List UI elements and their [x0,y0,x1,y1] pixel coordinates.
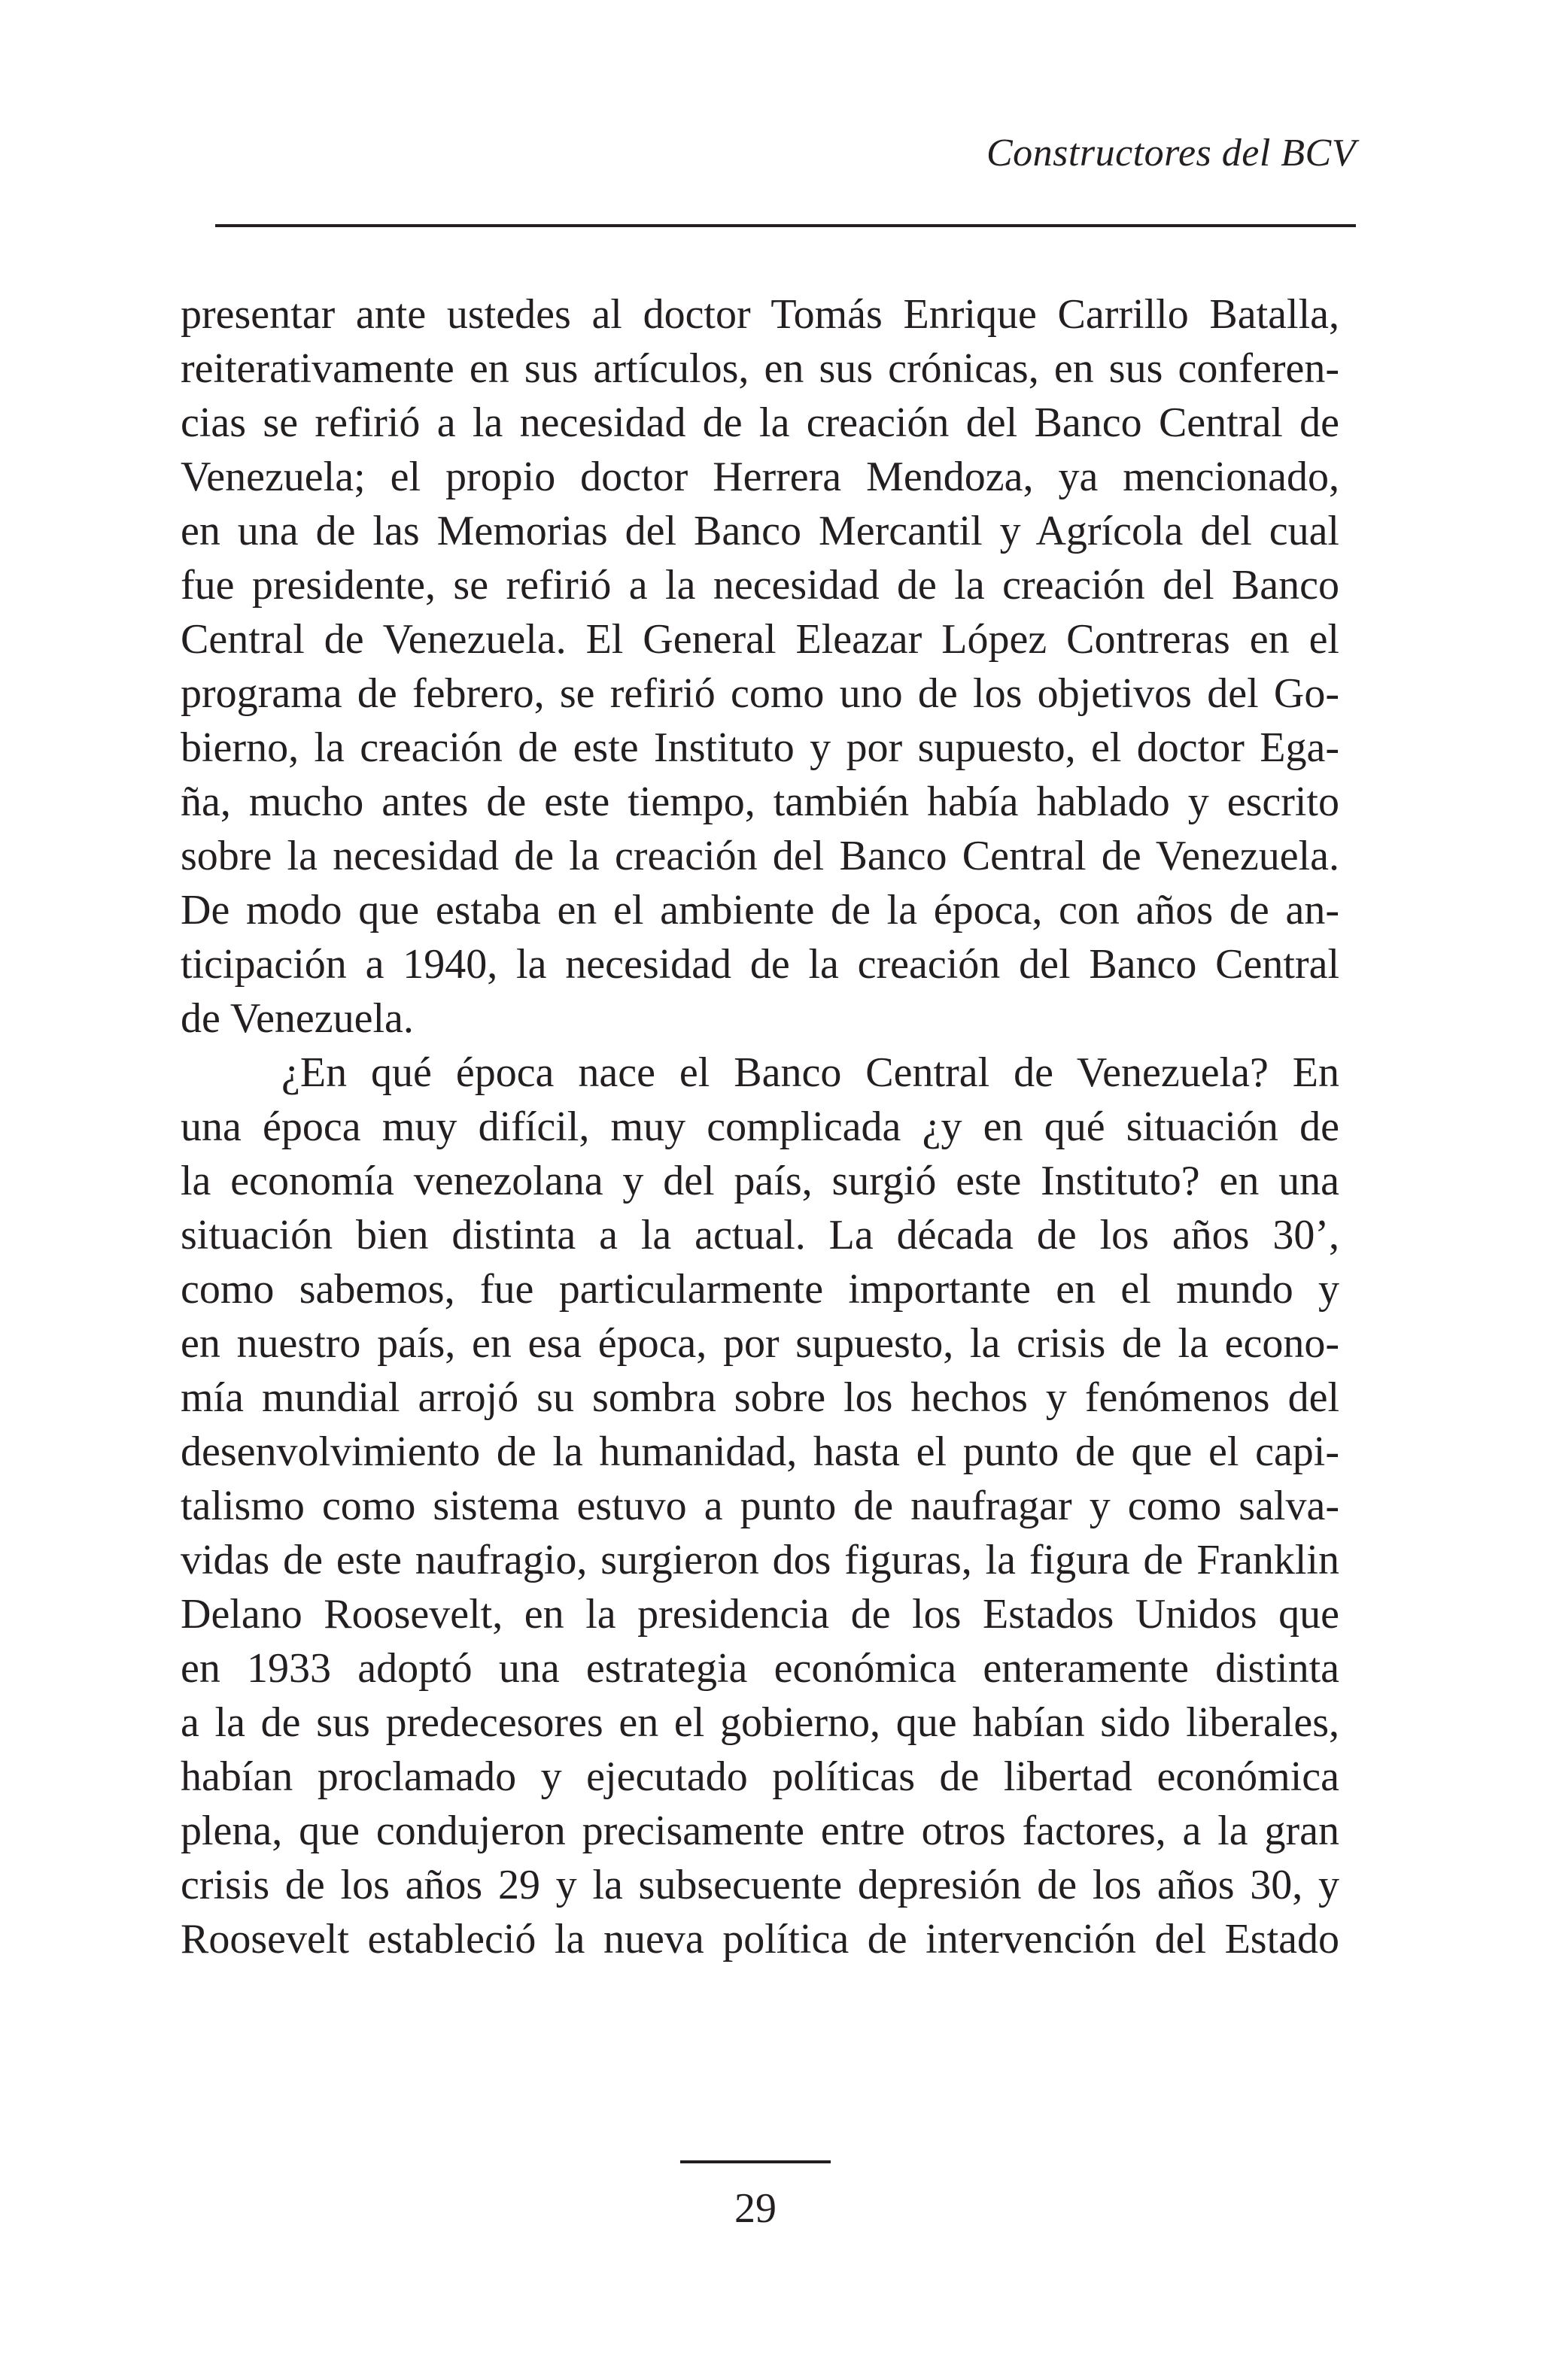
text-line: fue presidente, se refirió a la necesidad de la creación del Banco [181,562,1339,609]
text-line: crisis de los años 29 y la subsecuente depresión de los años 30, y [181,1862,1339,1908]
text-line: en una de las Memorias del Banco Mercantil y Agrícola del cual [181,508,1339,554]
text-line: la economía venezolana y del país, surgió este Instituto? en una [181,1158,1339,1204]
text-line: ña, mucho antes de este tiempo, también había hablado y escrito [181,779,1339,825]
text-line: a la de sus predecesores en el gobierno, que habían sido liberales, [181,1699,1339,1746]
text-line: cias se refirió a la necesidad de la creación del Banco Central de [181,399,1339,446]
text-line: en 1933 adoptó una estrategia económica enteramente distinta [181,1645,1339,1692]
text-line: Central de Venezuela. El General Eleazar López Contreras en el [181,616,1339,663]
text-line: plena, que condujeron precisamente entre otros factores, a la gran [181,1808,1339,1854]
text-line: desenvolvimiento de la humanidad, hasta el punto de que el capi- [181,1428,1339,1475]
text-line: bierno, la creación de este Instituto y por supuesto, el doctor Ega- [181,724,1339,771]
body-text [181,287,1339,1966]
text-line: una época muy difícil, muy complicada ¿y en qué situación de [181,1103,1339,1150]
text-line: habían proclamado y ejecutado políticas de libertad económica [181,1753,1339,1800]
footer-rule [680,2160,831,2163]
text-line: presentar ante ustedes al doctor Tomás Enrique Carrillo Batalla, [181,291,1339,338]
page-number: 29 [734,2185,777,2232]
text-line: ticipación a 1940, la necesidad de la creación del Banco Central [181,941,1339,988]
text-line: mía mundial arrojó su sombra sobre los hechos y fenómenos del [181,1374,1339,1421]
text-line: vidas de este naufragio, surgieron dos figuras, la figura de Franklin [181,1537,1339,1583]
text-line: Venezuela; el propio doctor Herrera Mendoza, ya mencionado, [181,454,1339,500]
text-line: en nuestro país, en esa época, por supuesto, la crisis de la econo- [181,1320,1339,1367]
header-rule [215,224,1356,227]
text-line: como sabemos, fue particularmente importante en el mundo y [181,1266,1339,1313]
text-line: situación bien distinta a la actual. La década de los años 30’, [181,1212,1339,1258]
text-line: Delano Roosevelt, en la presidencia de los Estados Unidos que [181,1591,1339,1638]
text-line: Roosevelt estableció la nueva política de intervención del Estado [181,1916,1339,1963]
text-line: talismo como sistema estuvo a punto de naufragar y como salva- [181,1483,1339,1529]
text-line-paragraph-start: ¿En qué época nace el Banco Central de Venezuela? En [281,1049,1339,1096]
text-line: reiterativamente en sus artículos, en sus crónicas, en sus conferen- [181,345,1339,392]
text-line: De modo que estaba en el ambiente de la época, con años de an- [181,887,1339,933]
text-line: sobre la necesidad de la creación del Banco Central de Venezuela. [181,833,1339,879]
text-line-paragraph-end: de Venezuela. [181,995,414,1042]
running-head-title: Constructores del BCV [986,132,1356,175]
text-line: programa de febrero, se refirió como uno de los objetivos del Go- [181,670,1339,717]
